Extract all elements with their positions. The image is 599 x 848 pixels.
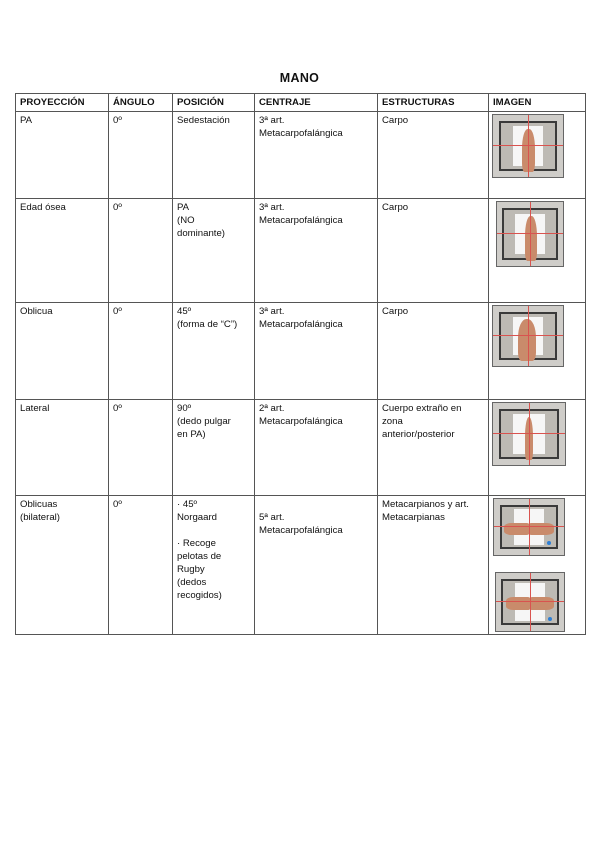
cell-imagen <box>489 199 586 303</box>
cell-proyeccion: Lateral <box>16 400 109 496</box>
cell-posicion: · 45º Norgaard · Recoge pelotas de Rugby (dedos recogidos) <box>173 496 255 635</box>
table-row <box>16 400 586 496</box>
table-row <box>16 303 586 400</box>
cell-estructuras: Carpo <box>378 112 489 199</box>
cell-angulo: 0º <box>109 199 173 303</box>
cell-estructuras: Carpo <box>378 199 489 303</box>
table-row <box>16 199 586 303</box>
cell-angulo: 0º <box>109 112 173 199</box>
cell-estructuras: Carpo <box>378 303 489 400</box>
cell-centraje: 2ª art. Metacarpofalángica <box>255 400 378 496</box>
table-row <box>16 496 586 635</box>
cell-imagen <box>489 400 586 496</box>
cell-estructuras: Metacarpianos y art. Metacarpianas <box>378 496 489 635</box>
cell-centraje: 3ª art. Metacarpofalángica <box>255 303 378 400</box>
table-header-row <box>16 94 586 112</box>
cell-proyeccion: Oblicua <box>16 303 109 400</box>
bilateral-rugby-photo <box>495 572 565 632</box>
cell-proyeccion: Edad ósea <box>16 199 109 303</box>
cell-angulo: 0º <box>109 303 173 400</box>
cell-posicion: Sedestación <box>173 112 255 199</box>
cell-posicion: PA (NO dominante) <box>173 199 255 303</box>
hand-oblique-photo <box>492 305 564 367</box>
header-estructuras: ESTRUCTURAS <box>378 94 489 112</box>
header-angulo: ÁNGULO <box>109 94 173 112</box>
cell-angulo: 0º <box>109 496 173 635</box>
header-proyeccion: PROYECCIÓN <box>16 94 109 112</box>
cell-proyeccion: PA <box>16 112 109 199</box>
cell-centraje: 3ª art. Metacarpofalángica <box>255 112 378 199</box>
page-title: MANO <box>279 71 320 85</box>
cell-centraje: 3ª art. Metacarpofalángica <box>255 199 378 303</box>
cell-estructuras: Cuerpo extraño en zona anterior/posterior <box>378 400 489 496</box>
bilateral-norgaard-photo <box>493 498 565 556</box>
hand-projections-table <box>15 93 586 635</box>
cell-centraje: 5ª art. Metacarpofalángica <box>255 496 378 635</box>
header-imagen: IMAGEN <box>489 94 586 112</box>
cell-imagen <box>489 112 586 199</box>
cell-imagen <box>489 496 586 635</box>
header-centraje: CENTRAJE <box>255 94 378 112</box>
table-row <box>16 112 586 199</box>
cell-posicion: 45º (forma de “C”) <box>173 303 255 400</box>
cell-posicion: 90º (dedo pulgar en PA) <box>173 400 255 496</box>
hand-lateral-photo <box>492 402 566 466</box>
cell-imagen <box>489 303 586 400</box>
bone-age-photo <box>496 201 564 267</box>
cell-proyeccion: Oblicuas (bilateral) <box>16 496 109 635</box>
cell-angulo: 0º <box>109 400 173 496</box>
header-posicion: POSICIÓN <box>173 94 255 112</box>
hand-pa-photo <box>492 114 564 178</box>
